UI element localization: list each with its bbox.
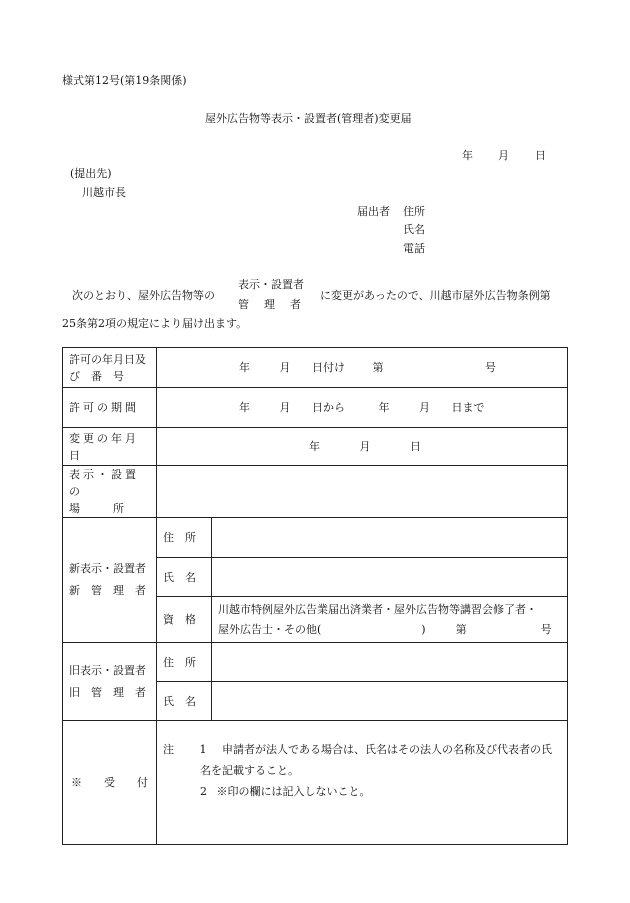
recipient-name: 川越市長 xyxy=(82,186,126,199)
note-head: 注 xyxy=(163,743,174,756)
notes-block xyxy=(163,739,561,802)
row-permit-period xyxy=(63,388,568,428)
row-change-date xyxy=(63,428,568,466)
label-change-date: 変更の年月日 xyxy=(63,428,157,466)
form-number: 様式第12号(第19条関係) xyxy=(62,74,187,87)
note2 xyxy=(200,781,561,802)
field-change-date[interactable]: 年 月 日 xyxy=(157,428,568,466)
field-new-qualification[interactable]: 川越市特例屋外広告業届出済業者・屋外広告物等講習会修了者・ 屋外広告士・その他( ) 第 号 xyxy=(212,597,568,643)
note1-text-line2: 名を記載すること。 xyxy=(200,764,299,777)
label-permit-number: 許可の年月日及 び 番 号 xyxy=(63,348,157,388)
note1-number: 1 xyxy=(199,743,207,756)
field-old-name[interactable] xyxy=(212,682,568,721)
notifier-name-label: 氏名 xyxy=(403,223,425,236)
date-month: 月 xyxy=(498,149,509,162)
label-new-address: 住 所 xyxy=(157,518,212,558)
field-location[interactable] xyxy=(157,466,568,518)
field-permit-number[interactable]: 年 月 日付け 第 号 xyxy=(157,348,568,388)
field-permit-period[interactable]: 年 月 日から 年 月 日まで xyxy=(157,388,568,428)
row-location xyxy=(63,466,568,518)
body-suffix: に変更があったので、川越市屋外広告物条例第 xyxy=(320,289,551,302)
label-new-party: 新表示・設置者 新 管 理 者 xyxy=(63,518,157,643)
label-old-party: 旧表示・設置者 旧 管 理 者 xyxy=(63,643,157,721)
row-old-address xyxy=(63,643,568,682)
field-old-address[interactable] xyxy=(212,643,568,682)
label-receipt: ※ 受 付 xyxy=(63,721,157,845)
body-line2: 25条第2項の規定により届け出ます。 xyxy=(62,317,248,330)
date-year: 年 xyxy=(462,149,473,162)
notifier-label: 届出者 xyxy=(357,205,390,218)
notifier-address-label: 住所 xyxy=(403,205,425,218)
note2-text: ※印の欄には記入しないこと。 xyxy=(216,785,371,798)
field-new-name[interactable] xyxy=(212,558,568,597)
notifier-phone-label: 電話 xyxy=(403,242,425,255)
label-new-qualification: 資 格 xyxy=(157,597,212,643)
date-day: 日 xyxy=(535,149,546,162)
notes-cell xyxy=(157,721,568,845)
label-permit-period: 許可の期間 xyxy=(63,388,157,428)
document-title: 屋外広告物等表示・設置者(管理者)変更届 xyxy=(205,112,412,125)
body-prefix: 次のとおり、屋外広告物等の xyxy=(72,289,215,302)
label-old-address: 住 所 xyxy=(157,643,212,682)
label-new-name: 氏 名 xyxy=(157,558,212,597)
label-location: 表示・設置の 場 所 xyxy=(63,466,157,518)
body-option-manager: 管 理 者 xyxy=(238,298,303,311)
label-old-name: 氏 名 xyxy=(157,682,212,721)
notification-form-table xyxy=(62,347,568,845)
body-option-installer: 表示・設置者 xyxy=(238,278,304,291)
note2-number: 2 xyxy=(200,785,207,798)
recipient-label: (提出先) xyxy=(70,167,112,180)
row-new-address xyxy=(63,518,568,558)
row-permit-number xyxy=(63,348,568,388)
note1-text-line1: 申請者が法人である場合は、氏名はその法人の名称及び代表者の氏 xyxy=(222,743,552,756)
field-new-address[interactable] xyxy=(212,518,568,558)
row-receipt xyxy=(63,721,568,845)
